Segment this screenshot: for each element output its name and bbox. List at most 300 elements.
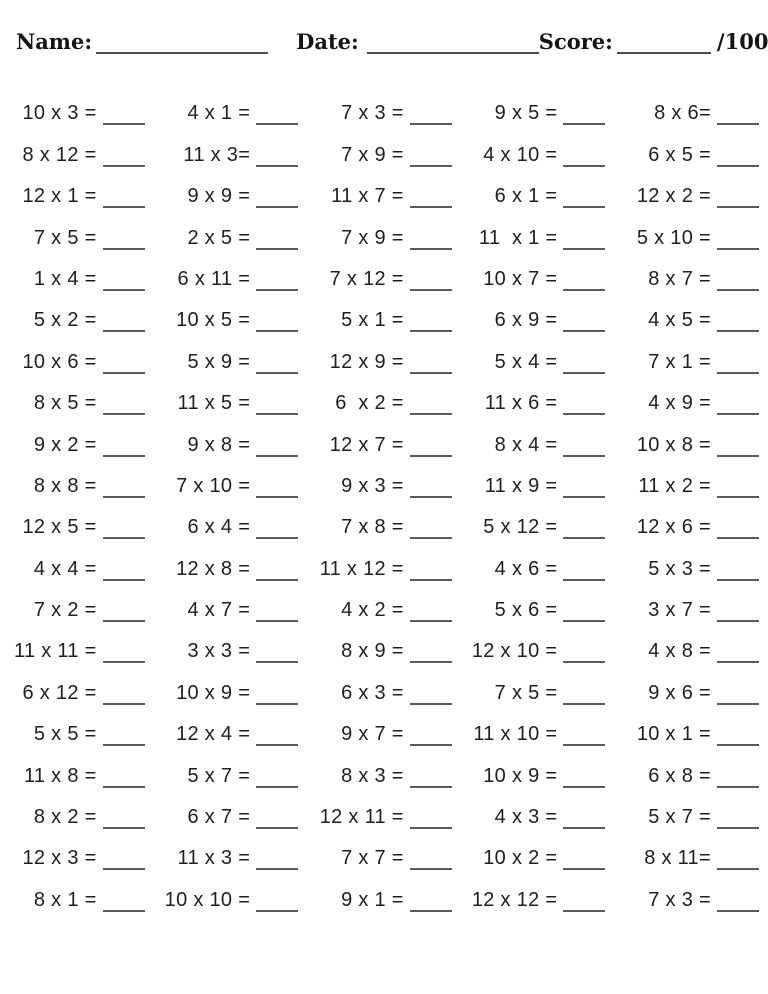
answer-blank[interactable] xyxy=(256,307,298,332)
problem-equation: 7 x 9 = xyxy=(341,226,404,249)
problem-cell xyxy=(0,84,154,125)
date-input-line[interactable] xyxy=(367,30,539,54)
problem-cell xyxy=(0,291,154,332)
answer-blank[interactable] xyxy=(410,183,452,208)
problem-equation: 7 x 10 = xyxy=(176,474,251,497)
answer-blank[interactable] xyxy=(256,183,298,208)
answer-blank[interactable] xyxy=(717,804,759,829)
problem-equation: 12 x 6 = xyxy=(636,516,711,539)
problem-cell xyxy=(307,125,461,166)
answer-blank[interactable] xyxy=(103,225,145,250)
answer-blank[interactable] xyxy=(717,390,759,415)
answer-blank[interactable] xyxy=(717,266,759,291)
problem-cell xyxy=(614,829,768,870)
problem-cell xyxy=(461,291,615,332)
answer-blank[interactable] xyxy=(563,887,605,912)
problem-cell xyxy=(461,84,615,125)
problem-cell xyxy=(461,125,615,166)
problem-equation: 5 x 7 = xyxy=(187,764,251,787)
problem-cell xyxy=(461,208,615,249)
problem-equation: 12 x 1 = xyxy=(22,185,97,208)
answer-blank[interactable] xyxy=(563,556,605,581)
problem-cell xyxy=(614,705,768,746)
answer-blank[interactable] xyxy=(717,845,759,870)
answer-blank[interactable] xyxy=(410,432,452,457)
answer-blank[interactable] xyxy=(103,763,145,788)
problem-cell xyxy=(154,539,308,580)
answer-blank[interactable] xyxy=(103,721,145,746)
answer-blank[interactable] xyxy=(563,225,605,250)
problem-equation: 7 x 7 = xyxy=(341,847,404,870)
problem-cell xyxy=(461,746,615,787)
answer-blank[interactable] xyxy=(563,432,605,457)
problem-cell xyxy=(614,84,768,125)
problem-equation: 4 x 4 = xyxy=(33,557,97,580)
answer-blank[interactable] xyxy=(563,307,605,332)
problem-equation: 7 x 3 = xyxy=(648,888,711,911)
problem-equation: 4 x 1 = xyxy=(187,102,251,125)
answer-blank[interactable] xyxy=(103,556,145,581)
problem-cell xyxy=(307,208,461,249)
problem-cell xyxy=(461,250,615,291)
answer-blank[interactable] xyxy=(717,473,759,498)
problem-cell xyxy=(461,457,615,498)
problem-equation: 11 x 11 = xyxy=(14,640,97,663)
problem-equation: 8 x 3 = xyxy=(341,764,404,787)
problem-equation: 6 x 2 = xyxy=(335,392,404,415)
answer-blank[interactable] xyxy=(410,100,452,125)
problem-cell xyxy=(461,622,615,663)
problem-cell xyxy=(0,125,154,166)
problem-equation: 10 x 9 = xyxy=(176,681,251,704)
problem-cell xyxy=(307,415,461,456)
problem-equation: 10 x 7 = xyxy=(483,267,558,290)
problem-equation: 4 x 8 = xyxy=(648,640,711,663)
answer-blank[interactable] xyxy=(717,225,759,250)
answer-blank[interactable] xyxy=(717,721,759,746)
date-field xyxy=(296,29,539,54)
problem-cell xyxy=(461,539,615,580)
answer-blank[interactable] xyxy=(563,804,605,829)
score-field xyxy=(539,29,768,54)
problem-cell xyxy=(154,167,308,208)
answer-blank[interactable] xyxy=(563,142,605,167)
problem-cell xyxy=(461,498,615,539)
problem-cell xyxy=(307,539,461,580)
problem-equation: 8 x 5 = xyxy=(33,392,97,415)
answer-blank[interactable] xyxy=(410,804,452,829)
answer-blank[interactable] xyxy=(563,390,605,415)
problem-cell xyxy=(614,332,768,373)
answer-blank[interactable] xyxy=(563,763,605,788)
problem-equation: 10 x 5 = xyxy=(176,309,251,332)
problem-equation: 7 x 12 = xyxy=(329,267,404,290)
problem-equation: 6 x 4 = xyxy=(187,516,251,539)
answer-blank[interactable] xyxy=(563,349,605,374)
problem-cell xyxy=(461,332,615,373)
problem-cell xyxy=(307,498,461,539)
problem-cell xyxy=(154,498,308,539)
answer-blank[interactable] xyxy=(717,349,759,374)
answer-blank[interactable] xyxy=(103,804,145,829)
answer-blank[interactable] xyxy=(717,183,759,208)
answer-blank[interactable] xyxy=(717,307,759,332)
answer-blank[interactable] xyxy=(256,721,298,746)
problem-cell xyxy=(307,870,461,911)
answer-blank[interactable] xyxy=(717,680,759,705)
problem-cell xyxy=(0,581,154,622)
answer-blank[interactable] xyxy=(410,680,452,705)
problem-equation: 11 x 7 = xyxy=(331,185,404,208)
problem-cell xyxy=(614,374,768,415)
problem-equation: 6 x 12 = xyxy=(22,681,97,704)
problem-cell xyxy=(0,539,154,580)
problem-cell xyxy=(307,705,461,746)
problem-equation: 6 x 11 = xyxy=(177,267,251,290)
problems-grid xyxy=(0,54,768,912)
problem-cell xyxy=(0,829,154,870)
problem-equation: 11 x 3= xyxy=(183,143,251,166)
problem-cell xyxy=(614,622,768,663)
problem-equation: 8 x 2 = xyxy=(33,806,97,829)
problem-cell xyxy=(154,250,308,291)
problem-equation: 6 x 9 = xyxy=(494,309,558,332)
answer-blank[interactable] xyxy=(256,390,298,415)
problem-equation: 5 x 12 = xyxy=(483,516,558,539)
problem-cell xyxy=(0,705,154,746)
problem-cell xyxy=(461,167,615,208)
problem-equation: 8 x 1 = xyxy=(33,888,97,911)
answer-blank[interactable] xyxy=(563,597,605,622)
problem-equation: 4 x 10 = xyxy=(483,143,558,166)
answer-blank[interactable] xyxy=(410,473,452,498)
problem-equation: 11 x 10 = xyxy=(473,723,558,746)
problem-equation: 11 x 1 = xyxy=(478,226,558,249)
problem-cell xyxy=(307,250,461,291)
problem-cell xyxy=(614,250,768,291)
answer-blank[interactable] xyxy=(410,763,452,788)
problem-cell xyxy=(614,788,768,829)
problem-equation: 3 x 3 = xyxy=(187,640,251,663)
problem-cell xyxy=(154,746,308,787)
name-field xyxy=(16,29,268,54)
answer-blank[interactable] xyxy=(256,887,298,912)
answer-blank[interactable] xyxy=(717,514,759,539)
answer-blank[interactable] xyxy=(256,804,298,829)
problem-equation: 10 x 9 = xyxy=(483,764,558,787)
problem-cell xyxy=(461,829,615,870)
answer-blank[interactable] xyxy=(256,266,298,291)
problem-equation: 10 x 6 = xyxy=(22,350,97,373)
problem-cell xyxy=(614,167,768,208)
name-label: Name: xyxy=(16,29,93,54)
answer-blank[interactable] xyxy=(256,680,298,705)
answer-blank[interactable] xyxy=(410,514,452,539)
problem-equation: 12 x 7 = xyxy=(329,433,404,456)
problem-equation: 4 x 6 = xyxy=(494,557,558,580)
problem-cell xyxy=(307,84,461,125)
problem-cell xyxy=(0,457,154,498)
answer-blank[interactable] xyxy=(410,597,452,622)
problem-equation: 4 x 9 = xyxy=(648,392,711,415)
score-label: Score: xyxy=(538,29,613,54)
answer-blank[interactable] xyxy=(256,349,298,374)
problem-cell xyxy=(461,788,615,829)
answer-blank[interactable] xyxy=(410,721,452,746)
problem-equation: 1 x 4 = xyxy=(33,267,97,290)
problem-equation: 5 x 1 = xyxy=(341,309,404,332)
problem-equation: 12 x 4 = xyxy=(176,723,251,746)
problem-cell xyxy=(154,622,308,663)
problem-equation: 9 x 7 = xyxy=(341,723,404,746)
answer-blank[interactable] xyxy=(256,556,298,581)
score-input-line[interactable] xyxy=(617,30,711,54)
answer-blank[interactable] xyxy=(717,556,759,581)
problem-cell xyxy=(154,788,308,829)
answer-blank[interactable] xyxy=(256,763,298,788)
problem-cell xyxy=(154,332,308,373)
problem-equation: 11 x 5 = xyxy=(177,392,251,415)
problem-equation: 7 x 8 = xyxy=(341,516,404,539)
problem-equation: 11 x 8 = xyxy=(23,764,97,787)
answer-blank[interactable] xyxy=(103,680,145,705)
answer-blank[interactable] xyxy=(410,225,452,250)
problem-equation: 12 x 8 = xyxy=(176,557,251,580)
answer-blank[interactable] xyxy=(563,473,605,498)
answer-blank[interactable] xyxy=(256,225,298,250)
problem-equation: 5 x 3 = xyxy=(648,557,711,580)
answer-blank[interactable] xyxy=(717,597,759,622)
problem-cell xyxy=(307,581,461,622)
problem-equation: 12 x 12 = xyxy=(471,888,558,911)
problem-cell xyxy=(461,415,615,456)
problem-equation: 11 x 12 = xyxy=(319,557,404,580)
answer-blank[interactable] xyxy=(256,100,298,125)
problem-equation: 7 x 3 = xyxy=(341,102,404,125)
answer-blank[interactable] xyxy=(410,638,452,663)
problem-equation: 7 x 9 = xyxy=(341,143,404,166)
problem-equation: 4 x 5 = xyxy=(648,309,711,332)
problem-cell xyxy=(307,374,461,415)
problem-equation: 7 x 2 = xyxy=(33,599,97,622)
problem-cell xyxy=(461,705,615,746)
problem-equation: 8 x 8 = xyxy=(33,474,97,497)
answer-blank[interactable] xyxy=(410,390,452,415)
problem-equation: 12 x 11 = xyxy=(319,806,404,829)
problem-equation: 10 x 2 = xyxy=(483,847,558,870)
problem-cell xyxy=(614,208,768,249)
problem-equation: 6 x 3 = xyxy=(341,681,404,704)
problem-cell xyxy=(0,788,154,829)
answer-blank[interactable] xyxy=(103,349,145,374)
problem-equation: 11 x 9 = xyxy=(484,474,558,497)
problem-equation: 12 x 3 = xyxy=(22,847,97,870)
problem-cell xyxy=(0,250,154,291)
problem-cell xyxy=(614,457,768,498)
answer-blank[interactable] xyxy=(103,432,145,457)
problem-cell xyxy=(307,167,461,208)
worksheet-header xyxy=(0,0,768,54)
problem-equation: 11 x 2 = xyxy=(638,474,711,497)
answer-blank[interactable] xyxy=(103,142,145,167)
problem-cell xyxy=(614,539,768,580)
problem-equation: 6 x 7 = xyxy=(187,806,251,829)
answer-blank[interactable] xyxy=(103,307,145,332)
date-label: Date: xyxy=(296,29,359,54)
answer-blank[interactable] xyxy=(103,100,145,125)
answer-blank[interactable] xyxy=(717,432,759,457)
problem-equation: 5 x 5 = xyxy=(33,723,97,746)
problem-cell xyxy=(614,125,768,166)
answer-blank[interactable] xyxy=(103,390,145,415)
answer-blank[interactable] xyxy=(103,887,145,912)
problem-equation: 9 x 9 = xyxy=(187,185,251,208)
answer-blank[interactable] xyxy=(103,266,145,291)
problem-equation: 12 x 9 = xyxy=(329,350,404,373)
problem-cell xyxy=(614,870,768,911)
answer-blank[interactable] xyxy=(410,556,452,581)
problem-cell xyxy=(154,870,308,911)
problem-cell xyxy=(154,291,308,332)
problem-equation: 7 x 5 = xyxy=(33,226,97,249)
problem-cell xyxy=(0,622,154,663)
problem-equation: 9 x 1 = xyxy=(341,888,404,911)
answer-blank[interactable] xyxy=(717,887,759,912)
problem-cell xyxy=(307,829,461,870)
problem-equation: 8 x 12 = xyxy=(22,143,97,166)
problem-equation: 4 x 7 = xyxy=(187,599,251,622)
problem-equation: 12 x 2 = xyxy=(636,185,711,208)
problem-equation: 8 x 11= xyxy=(644,847,711,870)
problem-cell xyxy=(154,581,308,622)
problem-equation: 2 x 5 = xyxy=(187,226,251,249)
score-denominator: /100 xyxy=(716,29,768,54)
answer-blank[interactable] xyxy=(410,266,452,291)
problem-cell xyxy=(0,332,154,373)
problem-equation: 9 x 8 = xyxy=(187,433,251,456)
answer-blank[interactable] xyxy=(563,514,605,539)
answer-blank[interactable] xyxy=(103,638,145,663)
problem-equation: 5 x 10 = xyxy=(636,226,711,249)
answer-blank[interactable] xyxy=(717,638,759,663)
problem-equation: 12 x 10 = xyxy=(471,640,558,663)
answer-blank[interactable] xyxy=(103,597,145,622)
answer-blank[interactable] xyxy=(563,721,605,746)
problem-cell xyxy=(461,663,615,704)
problem-cell xyxy=(614,498,768,539)
problem-equation: 8 x 7 = xyxy=(648,267,711,290)
problem-cell xyxy=(307,291,461,332)
name-input-line[interactable] xyxy=(96,30,268,54)
problem-cell xyxy=(614,663,768,704)
answer-blank[interactable] xyxy=(563,845,605,870)
problem-equation: 6 x 8 = xyxy=(648,764,711,787)
problem-cell xyxy=(461,581,615,622)
answer-blank[interactable] xyxy=(717,100,759,125)
answer-blank[interactable] xyxy=(410,142,452,167)
problem-equation: 9 x 5 = xyxy=(494,102,558,125)
answer-blank[interactable] xyxy=(563,638,605,663)
answer-blank[interactable] xyxy=(410,349,452,374)
problem-equation: 10 x 1 = xyxy=(636,723,711,746)
answer-blank[interactable] xyxy=(256,473,298,498)
problem-equation: 11 x 3 = xyxy=(177,847,251,870)
answer-blank[interactable] xyxy=(103,183,145,208)
answer-blank[interactable] xyxy=(103,845,145,870)
problem-equation: 10 x 3 = xyxy=(22,102,97,125)
answer-blank[interactable] xyxy=(103,514,145,539)
problem-equation: 9 x 2 = xyxy=(33,433,97,456)
problem-equation: 8 x 9 = xyxy=(341,640,404,663)
problem-equation: 5 x 6 = xyxy=(494,599,558,622)
problem-cell xyxy=(461,374,615,415)
problem-cell xyxy=(0,663,154,704)
problem-cell xyxy=(614,291,768,332)
problem-equation: 7 x 1 = xyxy=(648,350,711,373)
problem-cell xyxy=(461,870,615,911)
problem-cell xyxy=(154,457,308,498)
problem-cell xyxy=(307,457,461,498)
problem-cell xyxy=(0,415,154,456)
answer-blank[interactable] xyxy=(563,680,605,705)
answer-blank[interactable] xyxy=(410,887,452,912)
answer-blank[interactable] xyxy=(410,307,452,332)
problem-cell xyxy=(614,746,768,787)
answer-blank[interactable] xyxy=(256,432,298,457)
answer-blank[interactable] xyxy=(563,183,605,208)
answer-blank[interactable] xyxy=(256,638,298,663)
problem-cell xyxy=(154,208,308,249)
answer-blank[interactable] xyxy=(256,514,298,539)
answer-blank[interactable] xyxy=(410,845,452,870)
problem-cell xyxy=(307,788,461,829)
problem-equation: 9 x 3 = xyxy=(341,474,404,497)
problem-cell xyxy=(614,415,768,456)
answer-blank[interactable] xyxy=(256,845,298,870)
problem-equation: 4 x 2 = xyxy=(341,599,404,622)
problem-cell xyxy=(307,332,461,373)
problem-cell xyxy=(307,663,461,704)
answer-blank[interactable] xyxy=(563,100,605,125)
problem-cell xyxy=(0,746,154,787)
problem-equation: 5 x 7 = xyxy=(648,806,711,829)
problem-equation: 8 x 4 = xyxy=(494,433,558,456)
problem-equation: 5 x 4 = xyxy=(494,350,558,373)
problem-equation: 11 x 6 = xyxy=(484,392,558,415)
problem-equation: 4 x 3 = xyxy=(494,806,558,829)
problem-cell xyxy=(0,498,154,539)
answer-blank[interactable] xyxy=(717,763,759,788)
problem-cell xyxy=(154,415,308,456)
answer-blank[interactable] xyxy=(256,142,298,167)
problem-equation: 10 x 8 = xyxy=(636,433,711,456)
problem-equation: 10 x 10 = xyxy=(164,888,251,911)
problem-equation: 6 x 1 = xyxy=(494,185,558,208)
answer-blank[interactable] xyxy=(563,266,605,291)
problem-cell xyxy=(154,125,308,166)
problem-equation: 5 x 2 = xyxy=(33,309,97,332)
problem-cell xyxy=(154,829,308,870)
problem-cell xyxy=(154,663,308,704)
problem-cell xyxy=(0,208,154,249)
problem-cell xyxy=(307,622,461,663)
problem-cell xyxy=(307,746,461,787)
problem-cell xyxy=(0,374,154,415)
answer-blank[interactable] xyxy=(256,597,298,622)
answer-blank[interactable] xyxy=(103,473,145,498)
problem-cell xyxy=(154,374,308,415)
answer-blank[interactable] xyxy=(717,142,759,167)
